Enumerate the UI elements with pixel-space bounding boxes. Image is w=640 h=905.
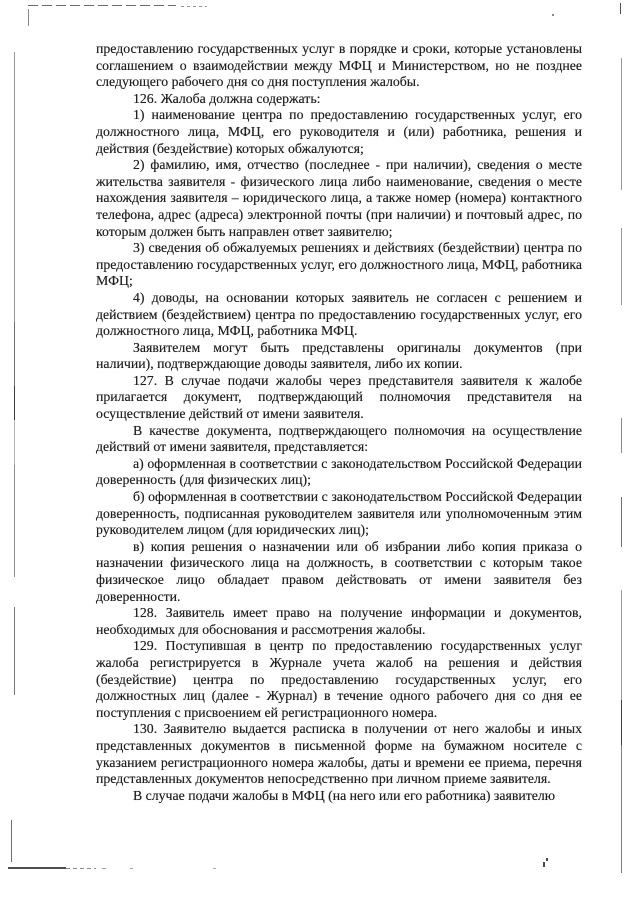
para-originals: Заявителем могут быть представлены оригиналы документов (при наличии), подтверждающие доводы заявителя, либо их копии. [96, 339, 582, 372]
para-126-item-1: 1) наименование центра по предоставлению государственных услуг, его должностного лица, МФЦ, его руководителя и (или) работника, решения и действия (бездействие) которых обжалуются; [96, 107, 582, 156]
scan-artifact-top-dashed-line [28, 5, 176, 6]
scan-artifact-top-left-tick [28, 9, 29, 26]
para-130: 130. Заявителю выдается расписка в получении от него жалобы и иных представленных документов в письменной форме на бумажном носителе с указанием регистрационного номера жалобы, даты и времени ее приема, перечня представленных документов непосредственно при личном приеме заявителя. [96, 721, 582, 787]
scan-artifact-left-edge-line [14, 420, 15, 465]
scan-artifact-bottom-left-line-fade [66, 868, 96, 869]
scan-artifact-bottom-dot [102, 868, 106, 869]
scan-artifact-top-dashed-line-end [181, 6, 207, 7]
scan-artifact-bottom-left-line [8, 867, 66, 869]
para-126: 126. Жалоба должна содержать: [133, 90, 321, 106]
para-127-v: в) копия решения о назначении или об избрании либо копия приказа о назначении физического лица на должность, в соответствии с которым такое физическое лицо обладает правом действовать от имени заявителя без доверенности. [96, 538, 582, 604]
para-126-item-3: 3) сведения об обжалуемых решениях и действиях (бездействии) центра по предоставлению государственных услуг, его должностного лица, МФЦ, работника МФЦ; [96, 240, 582, 289]
scan-artifact-bottom-dot [130, 868, 133, 869]
para-129: 129. Поступившая в центр по предоставлению государственных услуг жалоба регистрируется в Журнале учета жалоб на решения и действия (бездействие) центра по предоставлению государственных услуг, его должностных лиц (далее - Журнал) в течение одного рабочего дня со дня ее поступления с присвоением ей регистрационного номера. [96, 638, 582, 720]
scan-artifact-top-right-tick [620, 3, 621, 14]
para-127-a: а) оформленная в соответствии с законодательством Российской Федерации доверенность (для физических лиц); [96, 455, 582, 488]
scan-artifact-left-edge-line [14, 607, 15, 695]
para-126-item-4: 4) доводы, на основании которых заявитель не согласен с решением и действием (бездействием) центра по предоставлению государственных услуг, его должностного лица, МФЦ, работника МФЦ. [96, 289, 582, 339]
scan-artifact-right-edge-line [621, 700, 622, 745]
scan-artifact-right-edge-line [621, 745, 622, 873]
scan-artifact-top-right-dot [552, 14, 554, 16]
scan-artifact-right-edge-line [621, 418, 622, 453]
document-text-block [96, 41, 582, 804]
scan-artifact-right-edge-line [621, 58, 622, 190]
scan-artifact-bottom-dot [213, 868, 216, 869]
scan-artifact-bottom-right-mark [543, 862, 545, 867]
scan-artifact-right-edge-line [621, 497, 622, 547]
para-126-item-2: 2) фамилию, имя, отчество (последнее - при наличии), сведения о месте жительства заявителя - физического лица либо наименование, сведения о месте нахождения заявителя – юридического лица, а также номер (номера) контактного телефона, адрес (адреса) электронной почты (при наличии) и почтовый адрес, по которым должен быть направлен ответ заявителю; [96, 157, 582, 239]
scan-artifact-right-edge-line [621, 590, 622, 700]
scan-artifact-left-edge-line [11, 820, 12, 862]
scan-artifact-left-edge-line [14, 465, 15, 577]
scan-artifact-right-edge-line [621, 228, 622, 305]
scan-artifact-left-edge-line [14, 386, 15, 420]
para-128: 128. Заявитель имеет право на получение информации и документов, необходимых для обоснования и рассмотрения жалобы. [96, 605, 582, 637]
scan-artifact-left-edge-line [14, 322, 15, 386]
para-continuation: предоставлению государственных услуг в порядке и сроки, которые установлены соглашением о взаимодействии между МФЦ и Министерством, но не позднее следующего рабочего дня со дня поступления жалобы. [96, 41, 582, 90]
para-127: 127. В случае подачи жалобы через представителя заявителя к жалобе прилагается документ, подтверждающий полномочия представителя на осуществление действий от имени заявителя. [96, 372, 582, 422]
scan-artifact-bottom-right-mark [546, 858, 548, 861]
para-127-b: б) оформленная в соответствии с законодательством Российской Федерации доверенность, подписанная руководителем заявителя или уполномоченным этим руководителем лицом (для юридических лиц); [96, 489, 582, 538]
para-127-doc-intro: В качестве документа, подтверждающего полномочия на осуществление действий от имени заявителя, представляется: [96, 422, 582, 455]
scan-artifact-left-edge-line [14, 52, 15, 322]
para-mfc-case: В случае подачи жалобы в МФЦ (на него или его работника) заявителю [133, 787, 556, 803]
